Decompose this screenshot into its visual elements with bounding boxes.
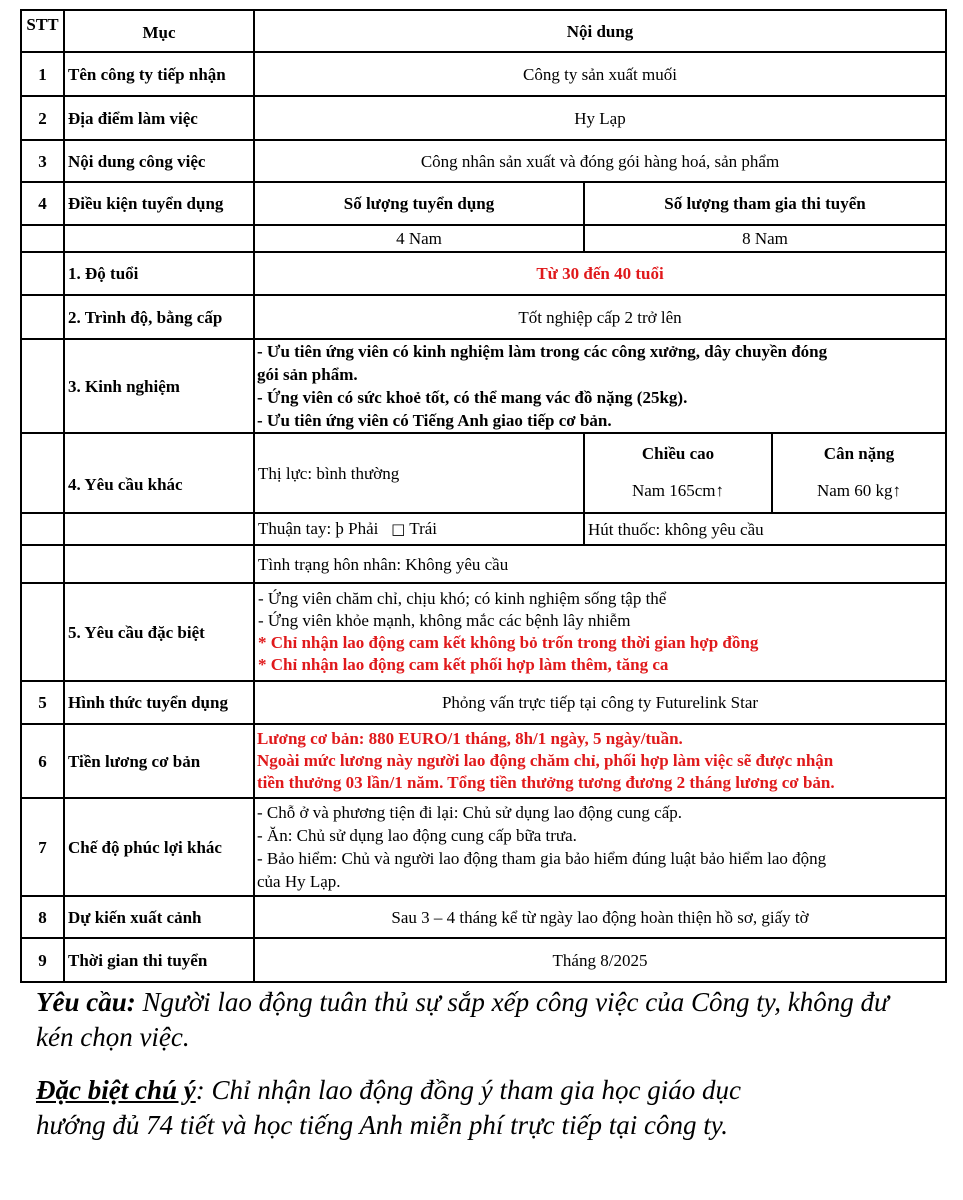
height-cell	[584, 433, 772, 513]
row-label: Thời gian thi tuyển	[64, 938, 254, 982]
handedness-label: Thuận tay:	[258, 519, 332, 538]
education-label: 2. Trình độ, bằng cấp	[64, 295, 254, 339]
row-label: Dự kiến xuất cảnh	[64, 896, 254, 938]
salary-line: Ngoài mức lương này người lao động chăm chỉ, phối hợp làm việc sẽ được nhận	[257, 751, 834, 770]
row-label: Chế độ phúc lợi khác	[64, 798, 254, 896]
experience-line: - Ứng viên có sức khoẻ tốt, có thể mang vác đồ nặng (25kg).	[257, 388, 688, 407]
table-row	[21, 724, 946, 798]
special-req-label: 5. Yêu cầu đặc biệt	[64, 583, 254, 681]
recruit-count-header: Số lượng tuyển dụng	[254, 182, 584, 225]
table-row	[21, 252, 946, 295]
row-value: Hy Lạp	[254, 96, 946, 140]
height-label: Chiều cao	[641, 444, 715, 463]
salary-line: Lương cơ bản: 880 EURO/1 tháng, 8h/1 ngày, 5 ngày/tuần.	[257, 729, 683, 748]
unchecked-box-icon: □	[391, 520, 406, 538]
experience-line: - Ưu tiên ứng viên có kinh nghiệm làm trong các công xưởng, dây chuyền đóng	[257, 342, 828, 361]
weight-cell	[772, 433, 946, 513]
row-label: Nội dung công việc	[64, 140, 254, 182]
recruit-count-value: 4 Nam	[254, 225, 584, 252]
row-label: Tiền lương cơ bản	[64, 724, 254, 798]
header-muc: Mục	[64, 10, 254, 52]
other-req-label: 4. Yêu cầu khác	[64, 433, 254, 513]
table-row	[21, 182, 946, 225]
special-req-line: - Ứng viên khỏe mạnh, không mắc các bệnh lây nhiễm	[258, 611, 631, 630]
special-req-value	[254, 583, 946, 681]
salary-line: tiền thưởng 03 lần/1 năm. Tổng tiền thưởng tương đương 2 tháng lương cơ bản.	[257, 773, 835, 792]
vision-value: Thị lực: bình thường	[254, 433, 584, 513]
header-noi-dung: Nội dung	[254, 10, 946, 52]
row-stt: 4	[21, 182, 64, 225]
experience-line: gói sản phẩm.	[257, 365, 358, 384]
experience-label: 3. Kinh nghiệm	[64, 339, 254, 433]
table-row	[21, 140, 946, 182]
special-note-text: hướng đủ 74 tiết và học tiếng Anh miễn phí trực tiếp tại công ty.	[36, 1110, 729, 1140]
row-value: Công ty sản xuất muối	[254, 52, 946, 96]
table-row	[21, 339, 946, 433]
row-stt: 5	[21, 681, 64, 724]
table-row	[21, 225, 946, 252]
experience-value	[254, 339, 946, 433]
table-row	[21, 583, 946, 681]
row-stt: 2	[21, 96, 64, 140]
row-value: Sau 3 – 4 tháng kể từ ngày lao động hoàn thiện hồ sơ, giấy tờ	[254, 896, 946, 938]
job-info-table	[20, 9, 947, 983]
marital-value: Tình trạng hôn nhân: Không yêu cầu	[254, 545, 946, 583]
row-value: Phỏng vấn trực tiếp tại công ty Futurelink Star	[254, 681, 946, 724]
benefits-line: của Hy Lạp.	[257, 872, 341, 891]
benefits-value	[254, 798, 946, 896]
special-note	[36, 1073, 963, 1143]
exam-count-value: 8 Nam	[584, 225, 946, 252]
row-stt: 3	[21, 140, 64, 182]
row-stt: 1	[21, 52, 64, 96]
row-label: Địa điểm làm việc	[64, 96, 254, 140]
experience-line: - Ưu tiên ứng viên có Tiếng Anh giao tiếp cơ bản.	[257, 411, 612, 430]
row-label: Hình thức tuyển dụng	[64, 681, 254, 724]
row-stt: 9	[21, 938, 64, 982]
age-value: Từ 30 đến 40 tuổi	[254, 252, 946, 295]
requirement-text: Người lao động tuân thủ sự sắp xếp công việc của Công ty, không đư	[142, 987, 889, 1017]
special-note-label: Đặc biệt chú ý	[36, 1075, 196, 1105]
row-stt: 8	[21, 896, 64, 938]
row-value: Công nhân sản xuất và đóng gói hàng hoá, sản phẩm	[254, 140, 946, 182]
notes-section	[36, 985, 963, 1143]
weight-value: Nam 60 kg↑	[816, 481, 902, 500]
row-label: Tên công ty tiếp nhận	[64, 52, 254, 96]
age-label: 1. Độ tuổi	[64, 252, 254, 295]
table-row	[21, 798, 946, 896]
checked-icon: þ	[335, 519, 344, 538]
table-row	[21, 295, 946, 339]
requirement-label: Yêu cầu:	[36, 987, 136, 1017]
table-header-row	[21, 10, 946, 52]
table-row	[21, 52, 946, 96]
handedness-right: Phải	[348, 519, 379, 538]
table-row	[21, 681, 946, 724]
header-stt: STT	[21, 10, 64, 52]
benefits-line: - Chỗ ở và phương tiện đi lại: Chủ sử dụng lao động cung cấp.	[257, 803, 682, 822]
table-row	[21, 938, 946, 982]
row-label: Điều kiện tuyển dụng	[64, 182, 254, 225]
benefits-line: - Ăn: Chủ sử dụng lao động cung cấp bữa trưa.	[257, 826, 577, 845]
special-req-red-line: * Chỉ nhận lao động cam kết không bỏ trốn trong thời gian hợp đồng	[258, 633, 759, 652]
special-note-text: : Chỉ nhận lao động đồng ý tham gia học giáo dục	[195, 1075, 741, 1105]
weight-label: Cân nặng	[823, 444, 895, 463]
requirement-text: kén chọn việc.	[36, 1022, 190, 1052]
requirement-note	[36, 985, 963, 1055]
table-row	[21, 96, 946, 140]
table-row	[21, 513, 946, 545]
exam-count-header: Số lượng tham gia thi tuyển	[584, 182, 946, 225]
table-row	[21, 896, 946, 938]
row-stt: 6	[21, 724, 64, 798]
smoking-value: Hút thuốc: không yêu cầu	[584, 513, 946, 545]
table-row	[21, 433, 946, 513]
handedness-left: Trái	[409, 519, 438, 538]
handedness-value	[254, 513, 584, 545]
row-value: Tháng 8/2025	[254, 938, 946, 982]
special-req-line: - Ứng viên chăm chỉ, chịu khó; có kinh nghiệm sống tập thể	[258, 589, 667, 608]
benefits-line: - Bảo hiểm: Chủ và người lao động tham gia bảo hiểm đúng luật bảo hiểm lao động	[257, 849, 827, 868]
table-row	[21, 545, 946, 583]
special-req-red-line: * Chỉ nhận lao động cam kết phối hợp làm thêm, tăng ca	[258, 655, 669, 674]
row-stt: 7	[21, 798, 64, 896]
education-value: Tốt nghiệp cấp 2 trở lên	[254, 295, 946, 339]
height-value: Nam 165cm↑	[631, 481, 725, 500]
salary-value	[254, 724, 946, 798]
